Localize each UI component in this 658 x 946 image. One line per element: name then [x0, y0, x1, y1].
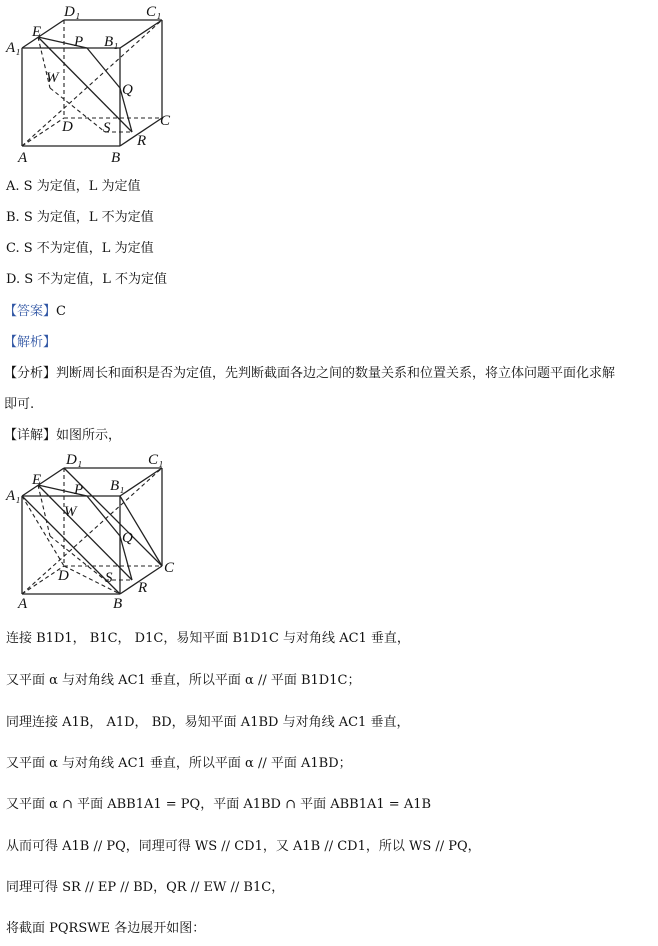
- label-d1: D₁: [66, 452, 83, 468]
- analysis-tag: 【解析】: [4, 335, 57, 350]
- label-d1: D₁: [64, 4, 81, 20]
- label-b: B: [113, 596, 123, 612]
- answer-value: C: [56, 304, 66, 319]
- option-letter: D.: [6, 272, 21, 287]
- answer-tag: 【答案】: [4, 304, 57, 319]
- proof-line-8: 将截面 PQRSWE 各边展开如图：: [6, 921, 206, 936]
- label-s: S: [105, 570, 113, 586]
- label-c1: C₁: [148, 452, 164, 468]
- label-p: P: [74, 482, 84, 498]
- label-a: A: [18, 150, 28, 166]
- proof-line-5: 又平面 α ∩ 平面 ABB1A1 = PQ，平面 A1BD ∩ 平面 ABB1A1 = A1B: [6, 797, 432, 812]
- label-b1: B₁: [104, 34, 119, 50]
- label-d: D: [62, 119, 73, 135]
- label-c1: C₁: [146, 4, 162, 20]
- cube-figure-2: [0, 448, 190, 616]
- option-b: [6, 206, 154, 225]
- fenxi-line-1: [4, 362, 615, 381]
- option-text: S 为定值，L 为定值: [23, 179, 141, 194]
- proof-line-3: 同理连接 A1B， A1D， BD，易知平面 A1BD 与对角线 AC1 垂直，: [6, 715, 410, 730]
- label-c: C: [160, 113, 171, 129]
- label-q: Q: [122, 82, 133, 98]
- proof-line-4: 又平面 α 与对角线 AC1 垂直，所以平面 α // 平面 A1BD；: [6, 756, 352, 771]
- fenxi-tag: 【分析】: [4, 366, 57, 381]
- proof-line-6: 从而可得 A1B // PQ，同理可得 WS // CD1，又 A1B // CD1，所以 WS // PQ，: [6, 839, 481, 854]
- label-r: R: [137, 133, 147, 149]
- label-w: W: [64, 504, 77, 520]
- option-letter: C.: [6, 241, 20, 256]
- label-b1: B₁: [110, 478, 125, 494]
- proof-line-7: 同理可得 SR // EP // BD，QR // EW // B1C，: [6, 880, 285, 895]
- option-d: [6, 268, 167, 287]
- label-e: E: [32, 472, 42, 488]
- option-letter: A.: [6, 179, 20, 194]
- label-c: C: [164, 560, 175, 576]
- label-d: D: [58, 568, 69, 584]
- option-a: [6, 175, 140, 194]
- label-s: S: [103, 120, 111, 136]
- option-text: S 不为定值，L 不为定值: [24, 272, 168, 287]
- proof-line-2: 又平面 α 与对角线 AC1 垂直，所以平面 α // 平面 B1D1C；: [6, 673, 361, 688]
- label-e: E: [32, 24, 42, 40]
- detail-tag: 【详解】: [4, 428, 57, 443]
- option-letter: B.: [6, 210, 20, 225]
- cube-figure-1: [0, 0, 190, 170]
- label-a: A: [18, 596, 28, 612]
- option-c: [6, 237, 154, 256]
- fenxi-text: 判断周长和面积是否为定值，先判断截面各边之间的数量关系和位置关系，将立体问题平面化求解: [56, 366, 616, 381]
- label-p: P: [74, 34, 84, 50]
- label-w: W: [46, 70, 59, 86]
- label-q: Q: [122, 530, 133, 546]
- option-text: S 为定值，L 不为定值: [23, 210, 154, 225]
- label-b: B: [111, 150, 121, 166]
- proof-line-1: 连接 B1D1， B1C， D1C，易知平面 B1D1C 与对角线 AC1 垂直，: [6, 631, 410, 646]
- label-a1: A₁: [6, 488, 21, 504]
- detail-text: 如图所示，: [56, 428, 122, 443]
- option-text: S 不为定值，L 为定值: [23, 241, 154, 256]
- label-a1: A₁: [6, 40, 21, 56]
- fenxi-line-2: 即可.: [4, 397, 35, 412]
- detail-line: [4, 424, 121, 443]
- label-r: R: [138, 580, 148, 596]
- answer-line: [4, 300, 66, 319]
